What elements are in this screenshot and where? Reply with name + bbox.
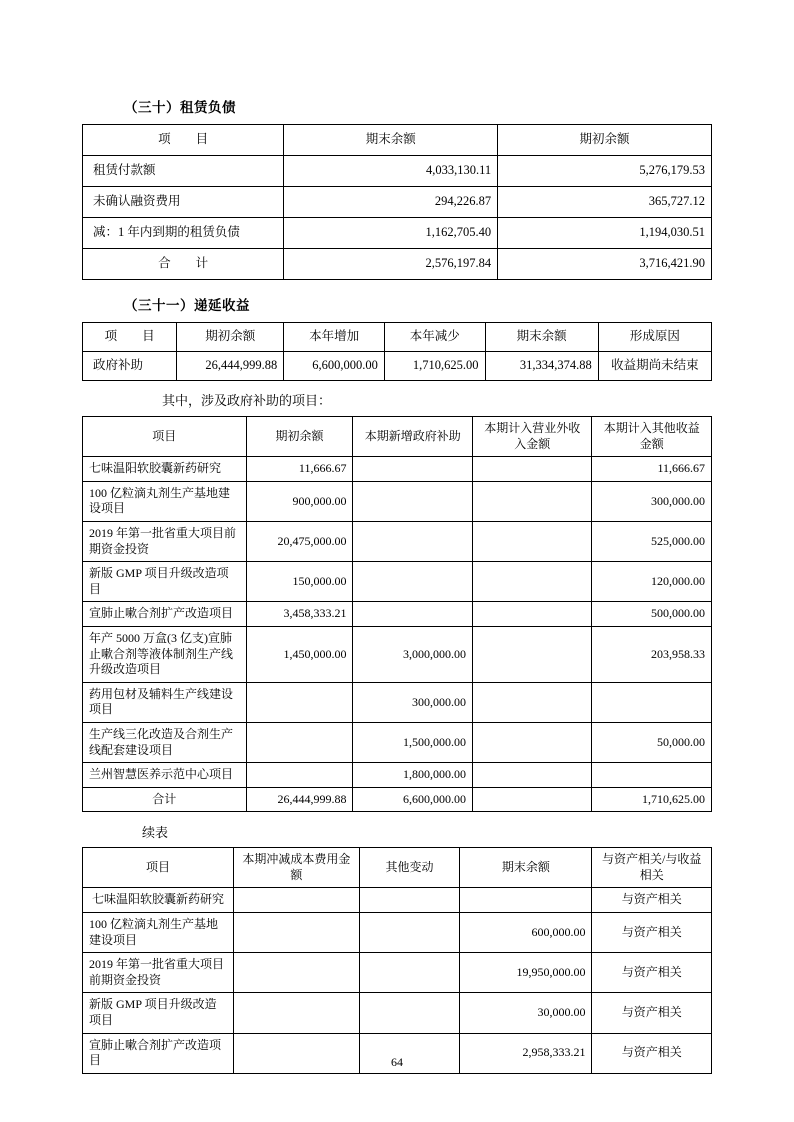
deferred-row-increase: 6,600,000.00 bbox=[284, 352, 385, 381]
lease-row-end: 4,033,130.11 bbox=[284, 156, 498, 187]
cont-row-offset-cost bbox=[233, 888, 359, 913]
cont-row-relation: 与资产相关 bbox=[592, 953, 712, 993]
cont-row-label: 100 亿粒滴丸剂生产基地建设项目 bbox=[83, 913, 234, 953]
lease-row-label: 减：1 年内到期的租赁负债 bbox=[83, 218, 284, 249]
table-row bbox=[83, 913, 712, 953]
proj-header-begin: 期初余额 bbox=[246, 417, 353, 457]
table-row bbox=[83, 218, 712, 249]
deferred-section-title: （三十一）递延收益 bbox=[124, 298, 250, 313]
proj-row-label: 兰州智慧医养示范中心项目 bbox=[83, 763, 247, 788]
lease-liabilities-table bbox=[82, 124, 712, 280]
table-row-total bbox=[83, 787, 712, 812]
proj-row-new-grant bbox=[353, 521, 473, 561]
table-row bbox=[83, 187, 712, 218]
lease-row-label: 未确认融资费用 bbox=[83, 187, 284, 218]
proj-row-non-operating bbox=[472, 763, 592, 788]
proj-header-item: 项目 bbox=[83, 417, 247, 457]
deferred-note: 其中，涉及政府补助的项目： bbox=[162, 393, 332, 408]
table-row-total bbox=[83, 249, 712, 280]
table-row bbox=[83, 602, 712, 627]
page-number: 64 bbox=[391, 1055, 403, 1069]
proj-row-other-income bbox=[592, 682, 712, 722]
government-grant-projects-table bbox=[82, 416, 712, 812]
cont-row-end-balance: 19,950,000.00 bbox=[460, 953, 592, 993]
proj-row-new-grant bbox=[353, 481, 473, 521]
proj-row-non-operating bbox=[472, 787, 592, 812]
lease-section-title: （三十）租赁负债 bbox=[124, 100, 236, 115]
lease-row-begin: 365,727.12 bbox=[498, 187, 712, 218]
proj-row-begin: 900,000.00 bbox=[246, 481, 353, 521]
proj-row-label: 七味温阳软胶囊新药研究 bbox=[83, 457, 247, 482]
table-row bbox=[83, 457, 712, 482]
proj-header-other-income: 本期计入其他收益金额 bbox=[592, 417, 712, 457]
proj-row-new-grant bbox=[353, 562, 473, 602]
proj-row-non-operating bbox=[472, 626, 592, 682]
proj-row-non-operating bbox=[472, 722, 592, 762]
proj-row-label: 宣肺止嗽合剂扩产改造项目 bbox=[83, 602, 247, 627]
proj-row-label: 2019 年第一批省重大项目前期资金投资 bbox=[83, 521, 247, 561]
proj-row-label: 药用包材及辅料生产线建设项目 bbox=[83, 682, 247, 722]
proj-row-non-operating bbox=[472, 602, 592, 627]
deferred-row-decrease: 1,710,625.00 bbox=[384, 352, 485, 381]
cont-row-label: 宣肺止嗽合剂扩产改造项目 bbox=[83, 1033, 234, 1073]
deferred-header-reason: 形成原因 bbox=[598, 323, 711, 352]
deferred-header-decrease: 本年减少 bbox=[384, 323, 485, 352]
proj-row-begin: 150,000.00 bbox=[246, 562, 353, 602]
cont-row-label: 新版 GMP 项目升级改造项目 bbox=[83, 993, 234, 1033]
deferred-row-end: 31,334,374.88 bbox=[485, 352, 598, 381]
table-header-row bbox=[83, 417, 712, 457]
table-row bbox=[83, 562, 712, 602]
table-row bbox=[83, 481, 712, 521]
proj-row-new-grant: 300,000.00 bbox=[353, 682, 473, 722]
cont-row-end-balance: 2,958,333.21 bbox=[460, 1033, 592, 1073]
proj-row-new-grant: 3,000,000.00 bbox=[353, 626, 473, 682]
proj-row-label: 100 亿粒滴丸剂生产基地建设项目 bbox=[83, 481, 247, 521]
proj-row-label: 合计 bbox=[83, 787, 247, 812]
proj-row-other-income: 500,000.00 bbox=[592, 602, 712, 627]
table-row bbox=[83, 626, 712, 682]
proj-row-new-grant bbox=[353, 457, 473, 482]
deferred-header-begin: 期初余额 bbox=[177, 323, 284, 352]
cont-row-label: 七味温阳软胶囊新药研究 bbox=[83, 888, 234, 913]
proj-row-new-grant bbox=[353, 602, 473, 627]
cont-row-offset-cost bbox=[233, 913, 359, 953]
cont-row-relation: 与资产相关 bbox=[592, 888, 712, 913]
lease-header-end: 期末余额 bbox=[284, 125, 498, 156]
deferred-row-begin: 26,444,999.88 bbox=[177, 352, 284, 381]
proj-row-begin: 11,666.67 bbox=[246, 457, 353, 482]
proj-row-non-operating bbox=[472, 457, 592, 482]
proj-row-other-income: 1,710,625.00 bbox=[592, 787, 712, 812]
table-row bbox=[83, 993, 712, 1033]
table-row bbox=[83, 953, 712, 993]
cont-row-end-balance: 600,000.00 bbox=[460, 913, 592, 953]
proj-row-other-income: 11,666.67 bbox=[592, 457, 712, 482]
deferred-header-end: 期末余额 bbox=[485, 323, 598, 352]
proj-row-new-grant: 1,500,000.00 bbox=[353, 722, 473, 762]
proj-row-non-operating bbox=[472, 682, 592, 722]
proj-row-begin: 20,475,000.00 bbox=[246, 521, 353, 561]
proj-row-other-income: 300,000.00 bbox=[592, 481, 712, 521]
table-row bbox=[83, 763, 712, 788]
cont-row-relation: 与资产相关 bbox=[592, 1033, 712, 1073]
proj-row-label: 年产 5000 万盒(3 亿支)宣肺止嗽合剂等液体制剂生产线升级改造项目 bbox=[83, 626, 247, 682]
cont-row-label: 2019 年第一批省重大项目前期资金投资 bbox=[83, 953, 234, 993]
table-header-row bbox=[83, 848, 712, 888]
proj-row-non-operating bbox=[472, 521, 592, 561]
cont-row-relation: 与资产相关 bbox=[592, 913, 712, 953]
table-row bbox=[83, 682, 712, 722]
lease-row-label: 租赁付款额 bbox=[83, 156, 284, 187]
proj-row-begin bbox=[246, 682, 353, 722]
deferred-header-item: 项 目 bbox=[83, 323, 177, 352]
proj-row-non-operating bbox=[472, 562, 592, 602]
proj-row-begin bbox=[246, 763, 353, 788]
proj-header-non-operating: 本期计入营业外收入金额 bbox=[472, 417, 592, 457]
proj-row-other-income: 50,000.00 bbox=[592, 722, 712, 762]
cont-row-relation: 与资产相关 bbox=[592, 993, 712, 1033]
lease-row-label: 合 计 bbox=[83, 249, 284, 280]
cont-header-relation: 与资产相关/与收益相关 bbox=[592, 848, 712, 888]
cont-row-end-balance bbox=[460, 888, 592, 913]
proj-row-new-grant: 6,600,000.00 bbox=[353, 787, 473, 812]
lease-row-end: 2,576,197.84 bbox=[284, 249, 498, 280]
lease-row-end: 294,226.87 bbox=[284, 187, 498, 218]
cont-header-item: 项目 bbox=[83, 848, 234, 888]
table-row bbox=[83, 352, 712, 381]
cont-row-other-change bbox=[359, 953, 460, 993]
cont-row-other-change bbox=[359, 993, 460, 1033]
table-row bbox=[83, 521, 712, 561]
proj-row-non-operating bbox=[472, 481, 592, 521]
cont-row-offset-cost bbox=[233, 953, 359, 993]
proj-row-other-income: 120,000.00 bbox=[592, 562, 712, 602]
proj-row-begin: 26,444,999.88 bbox=[246, 787, 353, 812]
cont-header-other-change: 其他变动 bbox=[359, 848, 460, 888]
cont-row-end-balance: 30,000.00 bbox=[460, 993, 592, 1033]
table-header-row bbox=[83, 125, 712, 156]
continued-table-label: 续表 bbox=[142, 825, 169, 841]
proj-row-label: 生产线三化改造及合剂生产线配套建设项目 bbox=[83, 722, 247, 762]
lease-row-begin: 3,716,421.90 bbox=[498, 249, 712, 280]
proj-row-begin: 3,458,333.21 bbox=[246, 602, 353, 627]
cont-row-other-change bbox=[359, 913, 460, 953]
table-row bbox=[83, 722, 712, 762]
table-header-row bbox=[83, 323, 712, 352]
cont-header-end-balance: 期末余额 bbox=[460, 848, 592, 888]
cont-row-other-change bbox=[359, 888, 460, 913]
deferred-row-reason: 收益期尚未结束 bbox=[598, 352, 711, 381]
government-grant-projects-continued-table bbox=[82, 847, 712, 1074]
table-row bbox=[83, 888, 712, 913]
deferred-header-increase: 本年增加 bbox=[284, 323, 385, 352]
table-row bbox=[83, 156, 712, 187]
proj-row-other-income: 525,000.00 bbox=[592, 521, 712, 561]
lease-header-begin: 期初余额 bbox=[498, 125, 712, 156]
proj-row-begin: 1,450,000.00 bbox=[246, 626, 353, 682]
lease-row-begin: 1,194,030.51 bbox=[498, 218, 712, 249]
lease-row-end: 1,162,705.40 bbox=[284, 218, 498, 249]
lease-header-item: 项 目 bbox=[83, 125, 284, 156]
cont-row-offset-cost bbox=[233, 993, 359, 1033]
deferred-row-label: 政府补助 bbox=[83, 352, 177, 381]
proj-row-other-income bbox=[592, 763, 712, 788]
cont-header-offset-cost: 本期冲减成本费用金额 bbox=[233, 848, 359, 888]
lease-row-begin: 5,276,179.53 bbox=[498, 156, 712, 187]
deferred-income-table bbox=[82, 322, 712, 381]
proj-row-other-income: 203,958.33 bbox=[592, 626, 712, 682]
proj-row-label: 新版 GMP 项目升级改造项目 bbox=[83, 562, 247, 602]
proj-row-new-grant: 1,800,000.00 bbox=[353, 763, 473, 788]
proj-header-new-grant: 本期新增政府补助 bbox=[353, 417, 473, 457]
proj-row-begin bbox=[246, 722, 353, 762]
